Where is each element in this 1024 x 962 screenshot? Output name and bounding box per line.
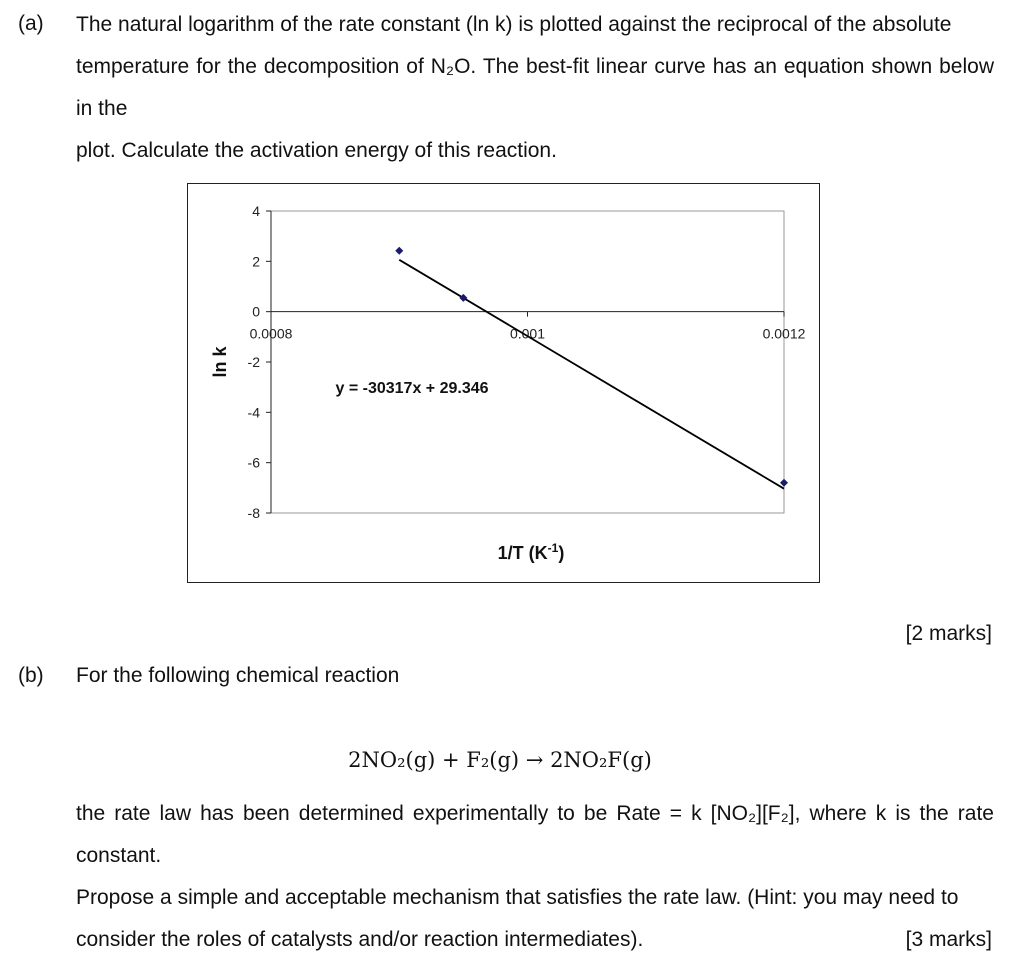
- arrhenius-chart: [188, 184, 818, 581]
- part-b-intro: For the following chemical reaction: [76, 664, 400, 687]
- part-a-line-3: plot. Calculate the activation energy of this reaction.: [76, 139, 557, 162]
- chart-frame: [187, 183, 820, 583]
- part-a-marks: [2 marks]: [905, 622, 992, 645]
- x-tick-label: 0.0008: [249, 325, 293, 342]
- trendline-equation: y = -30317x + 29.346: [335, 380, 489, 397]
- y-tick-label: 2: [252, 253, 260, 270]
- reaction-equation: 2NO₂(g) + F₂(g) → 2NO₂F(g): [348, 748, 652, 772]
- part-b-line-2: Propose a simple and acceptable mechanism that satisfies the rate law. (Hint: you may need to: [76, 886, 959, 909]
- y-tick-label: -6: [247, 454, 260, 471]
- y-tick-label: 0: [252, 303, 260, 320]
- part-b-label: (b): [18, 664, 44, 687]
- y-axis-label: ln k: [210, 346, 230, 378]
- y-tick-label: -4: [247, 404, 260, 421]
- x-tick-label: 0.001: [509, 325, 546, 342]
- y-tick-label: -8: [247, 505, 260, 521]
- x-axis-label: 1/T $(K^{-1})$: [497, 541, 565, 563]
- plot-area: [271, 211, 784, 513]
- part-a-line-1: The natural logarithm of the rate constant (ln k) is plotted against the reciprocal of the absolute: [76, 13, 952, 36]
- y-tick-label: -2: [247, 354, 260, 370]
- part-a-label: (a): [18, 12, 44, 35]
- part-a-question: [76, 4, 994, 172]
- part-b-line-1: the rate law has been determined experimentally to be Rate = k [NO₂][F₂], where k is the rate constant.: [76, 802, 994, 867]
- part-b-marks: [3 marks]: [905, 928, 992, 951]
- part-b-question: [76, 793, 994, 961]
- part-b-line-3: consider the roles of catalysts and/or reaction intermediates).: [76, 928, 644, 951]
- part-a-line-2: temperature for the decomposition of N₂O. The best-fit linear curve has an equation shown below in the: [76, 55, 994, 120]
- x-tick-label: 0.0012: [762, 325, 806, 342]
- y-tick-label: 4: [252, 203, 260, 219]
